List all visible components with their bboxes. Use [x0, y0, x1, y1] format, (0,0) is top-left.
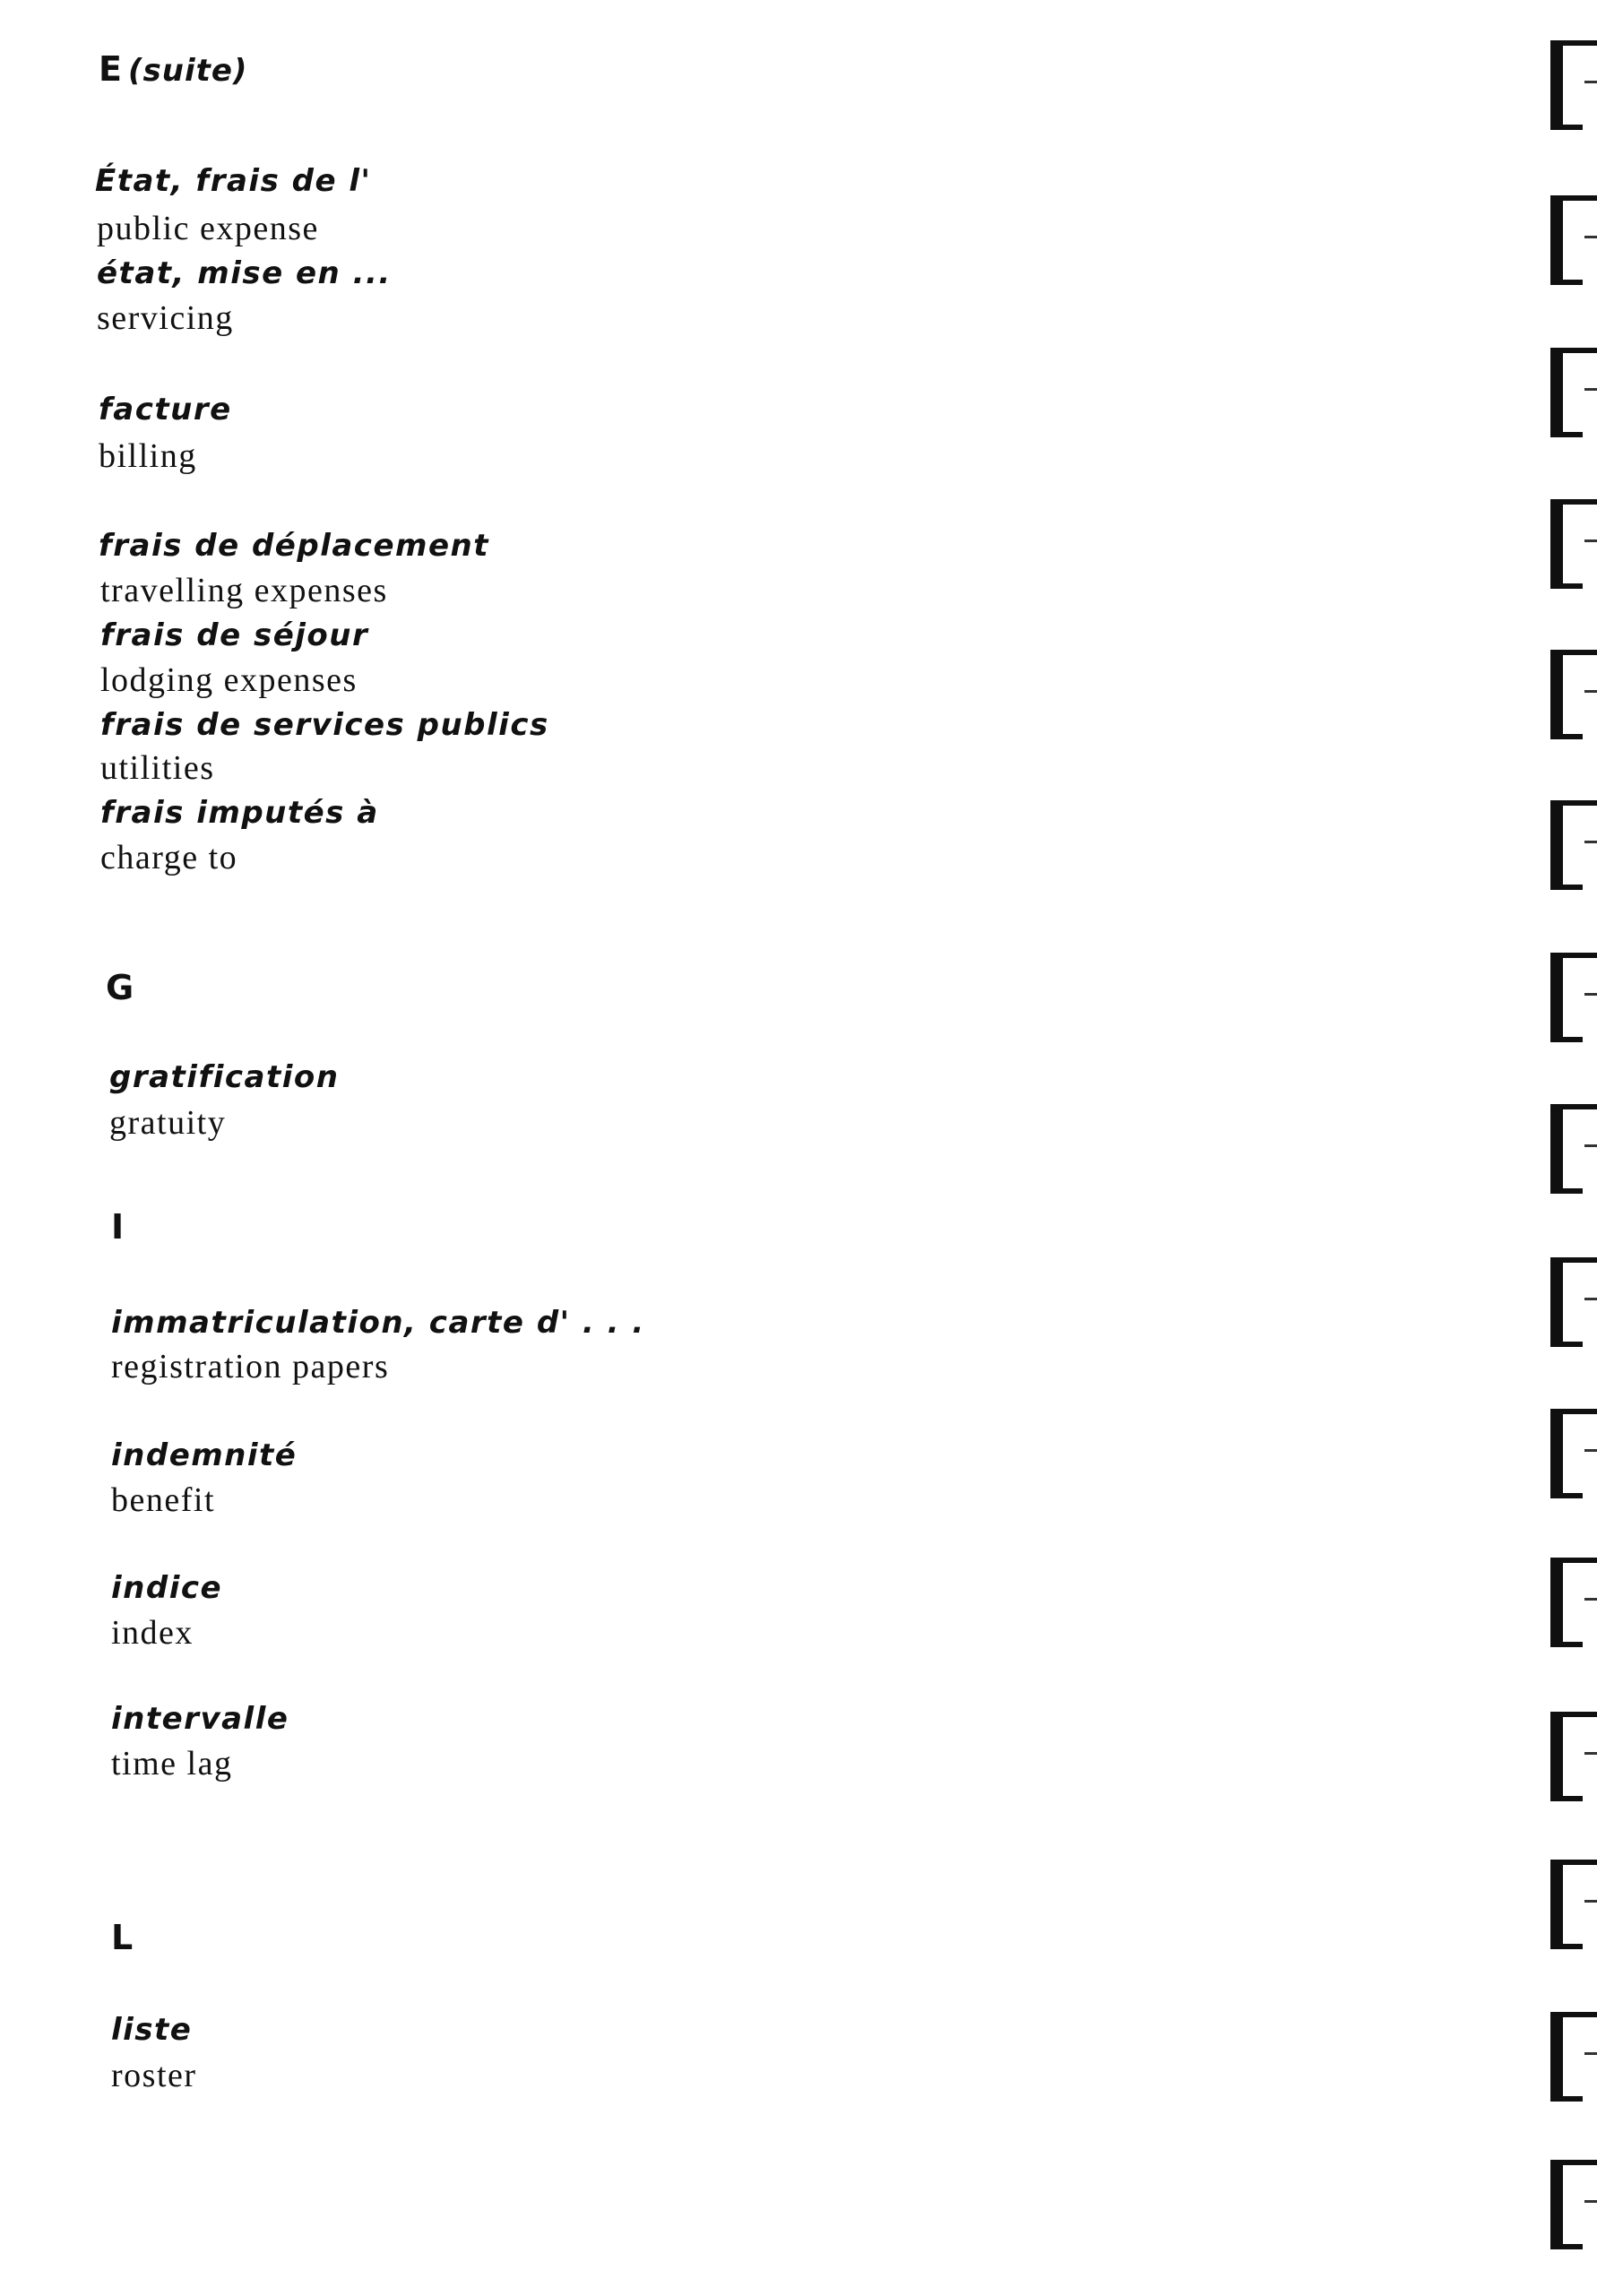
entry-translation: gratuity [109, 1104, 227, 1142]
entry-term: immatriculation, carte d' . . . [111, 1305, 645, 1341]
entry-term: indice [111, 1570, 223, 1606]
entry-term: liste [111, 2012, 193, 2048]
binding-ring [1547, 1860, 1597, 1949]
binding-ring [1547, 195, 1597, 285]
entry-translation: servicing [97, 299, 234, 337]
section-heading-e [99, 49, 248, 89]
entry-translation: registration papers [111, 1348, 390, 1385]
entry-translation: utilities [100, 749, 215, 787]
binding-ring [1547, 1712, 1597, 1801]
entry-translation: lodging expenses [100, 661, 358, 699]
entry-term: frais de services publics [100, 707, 549, 743]
entry-translation: travelling expenses [100, 572, 388, 609]
entry-term: frais imputés à [100, 795, 379, 831]
binding-ring [1547, 1257, 1597, 1347]
entry-term: intervalle [111, 1701, 289, 1737]
binding-ring [1547, 1409, 1597, 1498]
binding-ring [1547, 2160, 1597, 2249]
entry-term: frais de déplacement [99, 528, 489, 564]
binding-ring [1547, 40, 1597, 130]
section-suffix: (suite) [127, 53, 248, 89]
entry-term: facture [99, 392, 232, 427]
entry-translation: public expense [97, 210, 319, 247]
entry-translation: time lag [111, 1745, 233, 1782]
entry-term: État, frais de l' [95, 163, 372, 199]
binding-ring [1547, 650, 1597, 739]
section-letter: E [99, 49, 123, 89]
binding-ring [1547, 800, 1597, 890]
binding-ring [1547, 953, 1597, 1042]
binding-ring [1547, 2012, 1597, 2102]
entry-translation: roster [111, 2057, 197, 2094]
binding-ring [1547, 499, 1597, 589]
entry-translation: charge to [100, 839, 238, 876]
binding-ring [1547, 1558, 1597, 1647]
section-letter: G [106, 968, 135, 1007]
entry-translation: index [111, 1614, 194, 1652]
section-letter: L [111, 1918, 134, 1957]
spiral-binding [1543, 0, 1597, 2296]
entry-term: état, mise en ... [97, 255, 392, 291]
entry-term: gratification [109, 1059, 340, 1095]
entry-translation: benefit [111, 1481, 216, 1519]
section-heading-i [111, 1207, 125, 1247]
section-heading-l [111, 1918, 134, 1957]
entry-term: frais de séjour [100, 617, 369, 653]
section-heading-g [106, 968, 135, 1007]
entry-translation: billing [99, 437, 197, 475]
binding-ring [1547, 1104, 1597, 1194]
entry-term: indemnité [111, 1437, 298, 1473]
section-letter: I [111, 1207, 125, 1247]
binding-ring [1547, 348, 1597, 437]
